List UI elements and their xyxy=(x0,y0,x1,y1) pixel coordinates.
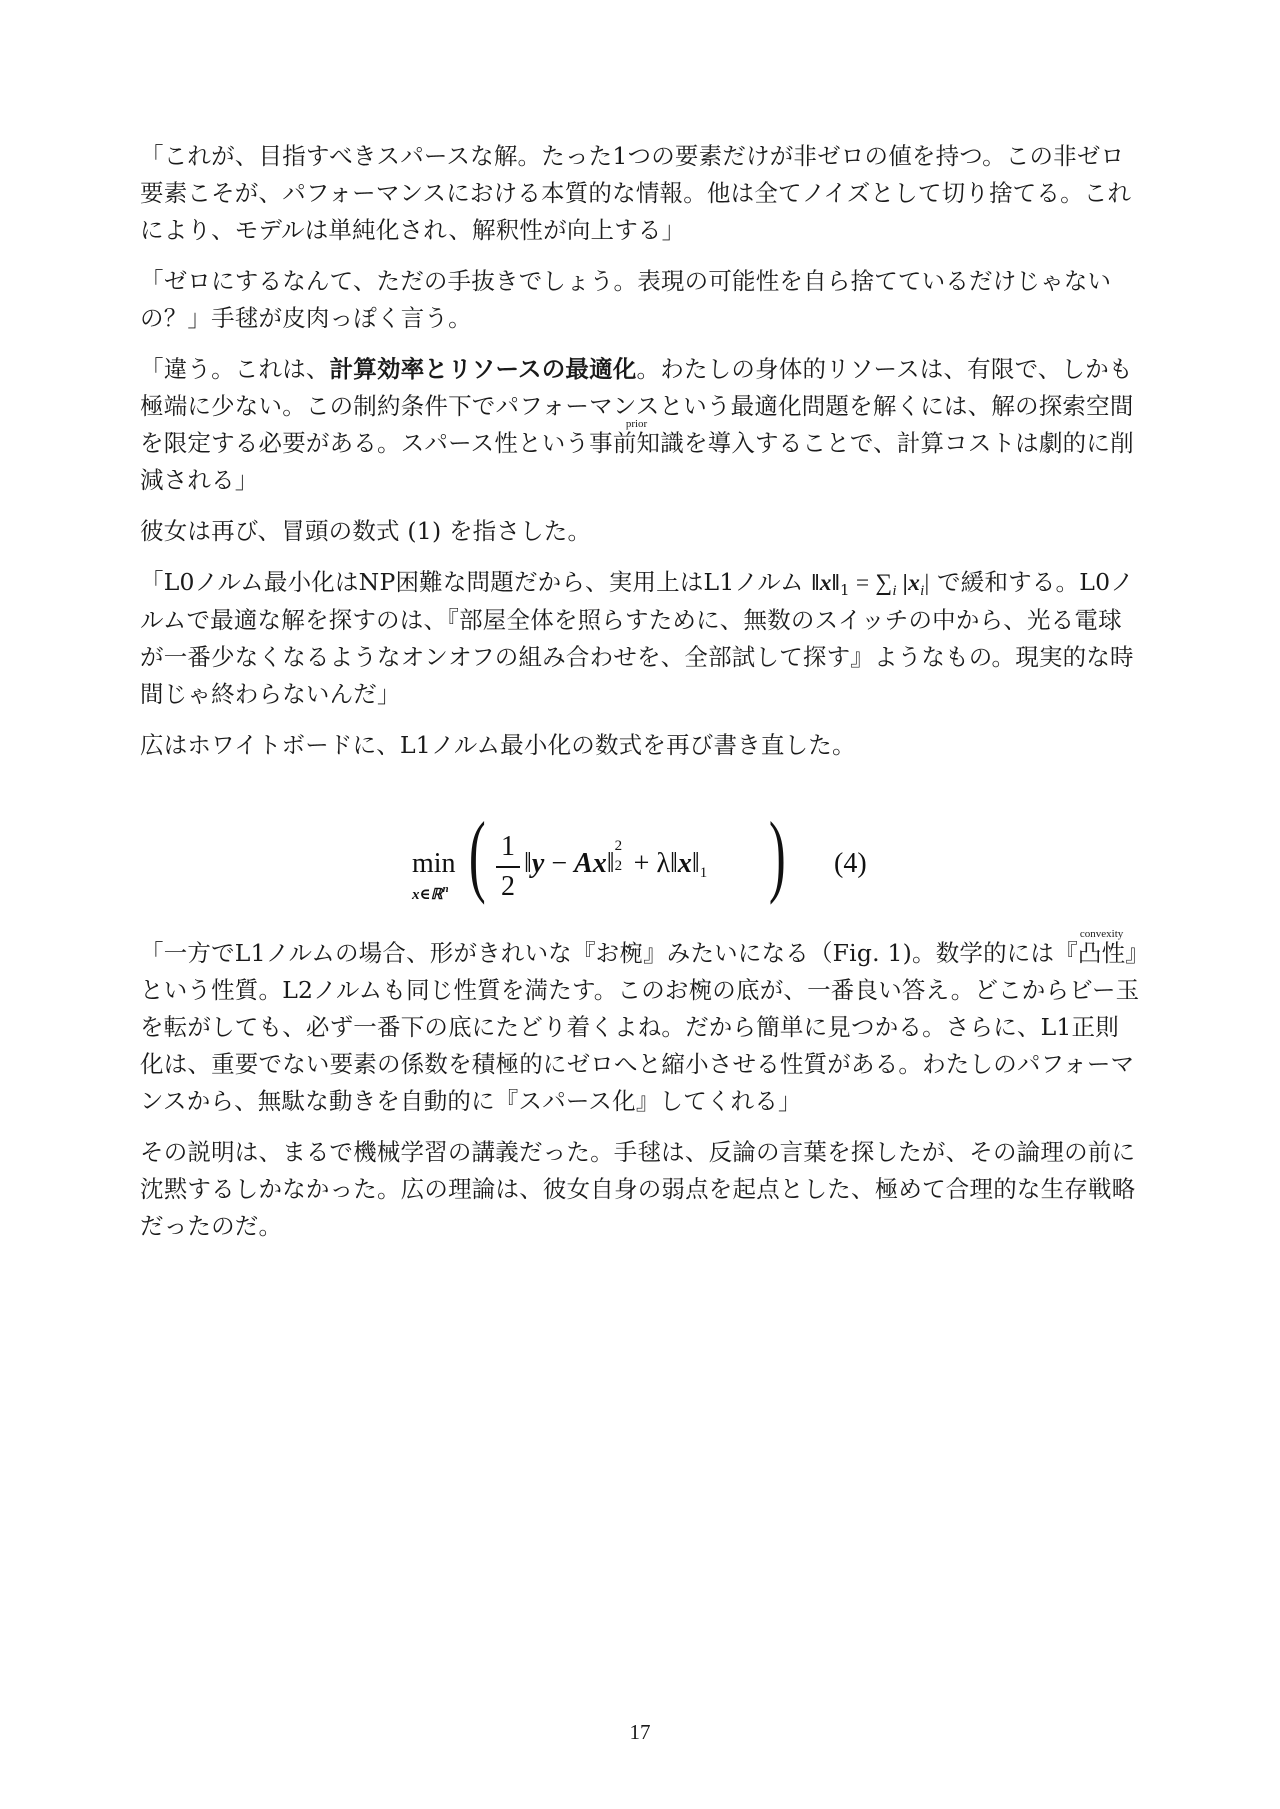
paragraph xyxy=(140,928,1140,1120)
equation-min: min xyxy=(412,848,456,879)
text-run: 。わたしの身体的リソースは、有限で、しかも極端に少ない。この制約条件下でパフォーマンスという最適化問題を解くには、解の探索空間を限定する必要がある。スパース性という xyxy=(140,355,1134,457)
op-minus: − xyxy=(544,848,575,879)
paragraph: 彼女は再び、冒頭の数式 (1) を指さした。 xyxy=(140,517,592,545)
text-run: 「一方でL1ノルムの場合、形がきれいな『お椀』みたいになる（Fig. 1)。数学的には『 xyxy=(140,939,1078,967)
fraction-numerator: 1 xyxy=(501,831,515,862)
fraction-bar xyxy=(496,866,520,868)
equation-paren-right: ) xyxy=(768,803,786,905)
min-sub-sup: n xyxy=(442,883,449,895)
text-run: を導入することで、計算コストは劇的に削減される」 xyxy=(140,429,1134,494)
equation-body xyxy=(524,838,708,881)
inline-formula-sub: i xyxy=(920,583,925,599)
paragraph: 広はホワイトボードに、L1ノルム最小化の数式を再び書き直した。 xyxy=(140,731,856,759)
display-equation xyxy=(412,803,892,922)
var-A: A xyxy=(574,848,593,879)
inline-formula-sum: = ∑ xyxy=(849,570,893,596)
inline-formula-norm: ‖x‖ xyxy=(811,570,841,596)
ruby-annotation xyxy=(1077,928,1126,967)
norm-close: ‖ xyxy=(606,848,615,879)
inline-formula-close: | xyxy=(924,570,930,596)
ruby-annotation xyxy=(589,418,684,457)
ruby-text: prior xyxy=(589,418,684,430)
equation-paren-left: ( xyxy=(468,803,486,905)
fraction-denominator: 2 xyxy=(501,871,515,902)
paragraph: その説明は、まるで機械学習の講義だった。手毬は、反論の言葉を探したが、その論理の前に沈黙するしかなかった。広の理論は、彼女自身の弱点を起点とした、極めて合理的な生存戦略だったのだ。 xyxy=(140,1138,1136,1240)
equation-number: (4) xyxy=(834,848,867,879)
inline-formula-sub: i xyxy=(892,583,897,599)
text-run: 』という性質。L2ノルムも同じ性質を満たす。このお椀の底が、一番良い答え。どこからビー玉を転がしても、必ず一番下の底にたどり着くよね。だから簡単に見つかる。さらに、L1正則化は、重要でない要素の係数を積極的にゼロへと縮小させる性質がある。わたしのパフォーマンスから、無駄な動きを自動的に『スパース化』してくれる」 xyxy=(140,939,1140,1115)
ruby-base: 事前知識 xyxy=(589,429,684,457)
inline-formula-abs: |x xyxy=(896,570,921,596)
equation-min-subscript xyxy=(412,885,449,904)
ruby-base: 凸性 xyxy=(1077,939,1126,967)
op-plus: + xyxy=(626,848,657,879)
var-lambda: λ xyxy=(656,848,671,879)
sub-1: 1 xyxy=(699,865,708,881)
var-x: x xyxy=(677,848,692,879)
text-run: 「L0ノルム最小化はNP困難な問題だから、実用上はL1ノルム xyxy=(140,568,812,596)
paragraph xyxy=(140,351,1140,499)
text-run: で緩和する。L0ノルムで最適な解を探すのは、『部屋全体を照らすために、無数のスイッチの中から、光る電球が一番少なくなるようなオンオフの組み合わせを、全部試して探す』ようなもの。現実的な時間じゃ終わらないんだ」 xyxy=(140,568,1134,708)
paragraph: 「ゼロにするなんて、ただの手抜きでしょう。表現の可能性を自ら捨てているだけじゃないの？」手毬が皮肉っぽく言う。 xyxy=(140,267,1112,332)
inline-formula-sub: 1 xyxy=(840,581,850,599)
document-body xyxy=(140,138,1140,1259)
var-x: x xyxy=(592,848,607,879)
norm-open: ‖ xyxy=(670,848,678,879)
bold-phrase: 計算効率とリソースの最適化 xyxy=(329,355,637,383)
norm-close: ‖ xyxy=(691,848,700,879)
page-number: 17 xyxy=(629,1720,651,1744)
min-sub-text: x∈ℝ xyxy=(412,887,443,903)
equation-fraction xyxy=(496,830,520,904)
text-run: 「違う。これは、 xyxy=(140,355,330,383)
ruby-text: convexity xyxy=(1077,928,1126,940)
paragraph xyxy=(140,564,1140,713)
norm-scripts: 2 2 xyxy=(614,838,623,874)
norm-open: ‖ xyxy=(524,848,532,879)
paragraph: 「これが、目指すべきスパースな解。たった1つの要素だけが非ゼロの値を持つ。この非ゼロ要素こそが、パフォーマンスにおける本質的な情報。他は全てノイズとして切り捨てる。これにより、モデルは単純化され、解釈性が向上する」 xyxy=(140,142,1132,244)
var-y: y xyxy=(531,848,545,879)
